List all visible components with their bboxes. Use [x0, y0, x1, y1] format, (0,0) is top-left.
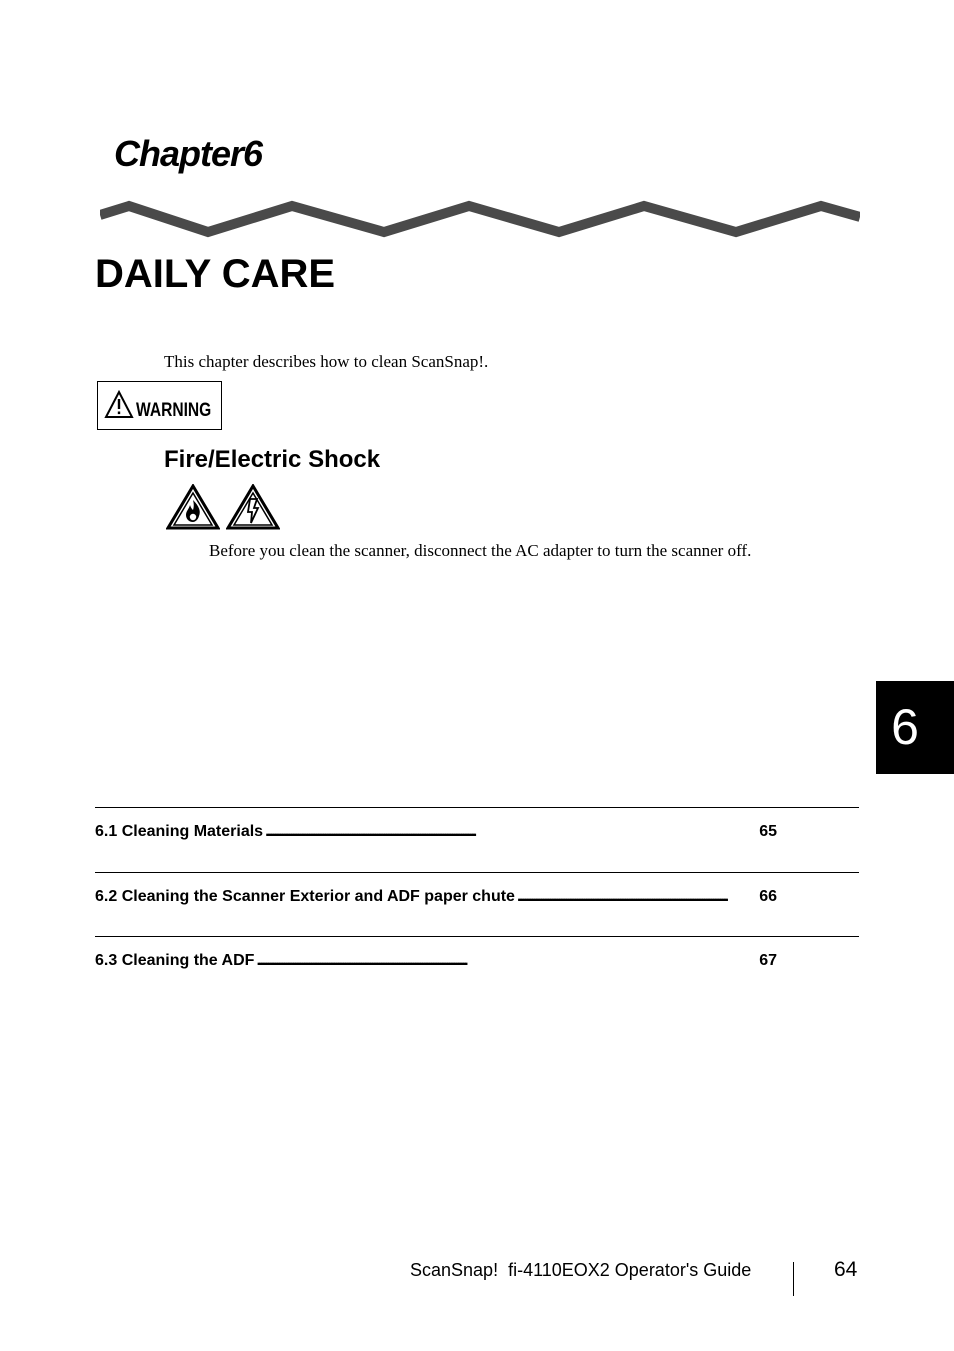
toc-entry-cleaning-materials[interactable] [95, 824, 777, 840]
toc-leader-dots [254, 953, 759, 969]
toc-leader-dots [515, 889, 759, 905]
page-title: DAILY CARE [95, 252, 336, 296]
toc-leader-dots [263, 824, 759, 840]
toc-divider [95, 936, 859, 937]
intro-paragraph: This chapter describes how to clean ScanSnap!. [164, 352, 489, 371]
toc-entry-page: 65 [759, 824, 777, 840]
hazard-heading: Fire/Electric Shock [164, 446, 381, 473]
toc-entry-page: 67 [759, 953, 777, 969]
fire-hazard-icon [166, 484, 220, 530]
toc-entry-page: 66 [759, 889, 777, 905]
toc-entry-title: 6.1 Cleaning Materials [95, 824, 264, 840]
toc-divider [95, 807, 859, 808]
electric-shock-icon [226, 484, 280, 530]
toc-entry-title: 6.3 Cleaning the ADF [95, 953, 255, 969]
page-number: 64 [834, 1258, 858, 1281]
warning-label: WARNING [136, 400, 212, 421]
chapter-label: Chapter6 [114, 133, 263, 174]
warning-triangle-icon [104, 390, 134, 420]
chapter-zigzag-banner [100, 197, 860, 241]
zigzag-line [100, 206, 860, 232]
footer-divider [793, 1262, 794, 1296]
footer-guide-title: ScanSnap! fi-4110EOX2 Operator's Guide [410, 1260, 752, 1280]
toc-entry-cleaning-adf[interactable] [95, 953, 777, 969]
chapter-tab: 6 [876, 681, 954, 774]
toc-divider [95, 872, 859, 873]
hazard-instruction: Before you clean the scanner, disconnect the AC adapter to turn the scanner off. [209, 541, 752, 560]
toc-entry-cleaning-exterior[interactable] [95, 889, 777, 905]
toc-entry-title: 6.2 Cleaning the Scanner Exterior and ADF paper chute [95, 889, 515, 905]
warning-badge [97, 381, 222, 430]
